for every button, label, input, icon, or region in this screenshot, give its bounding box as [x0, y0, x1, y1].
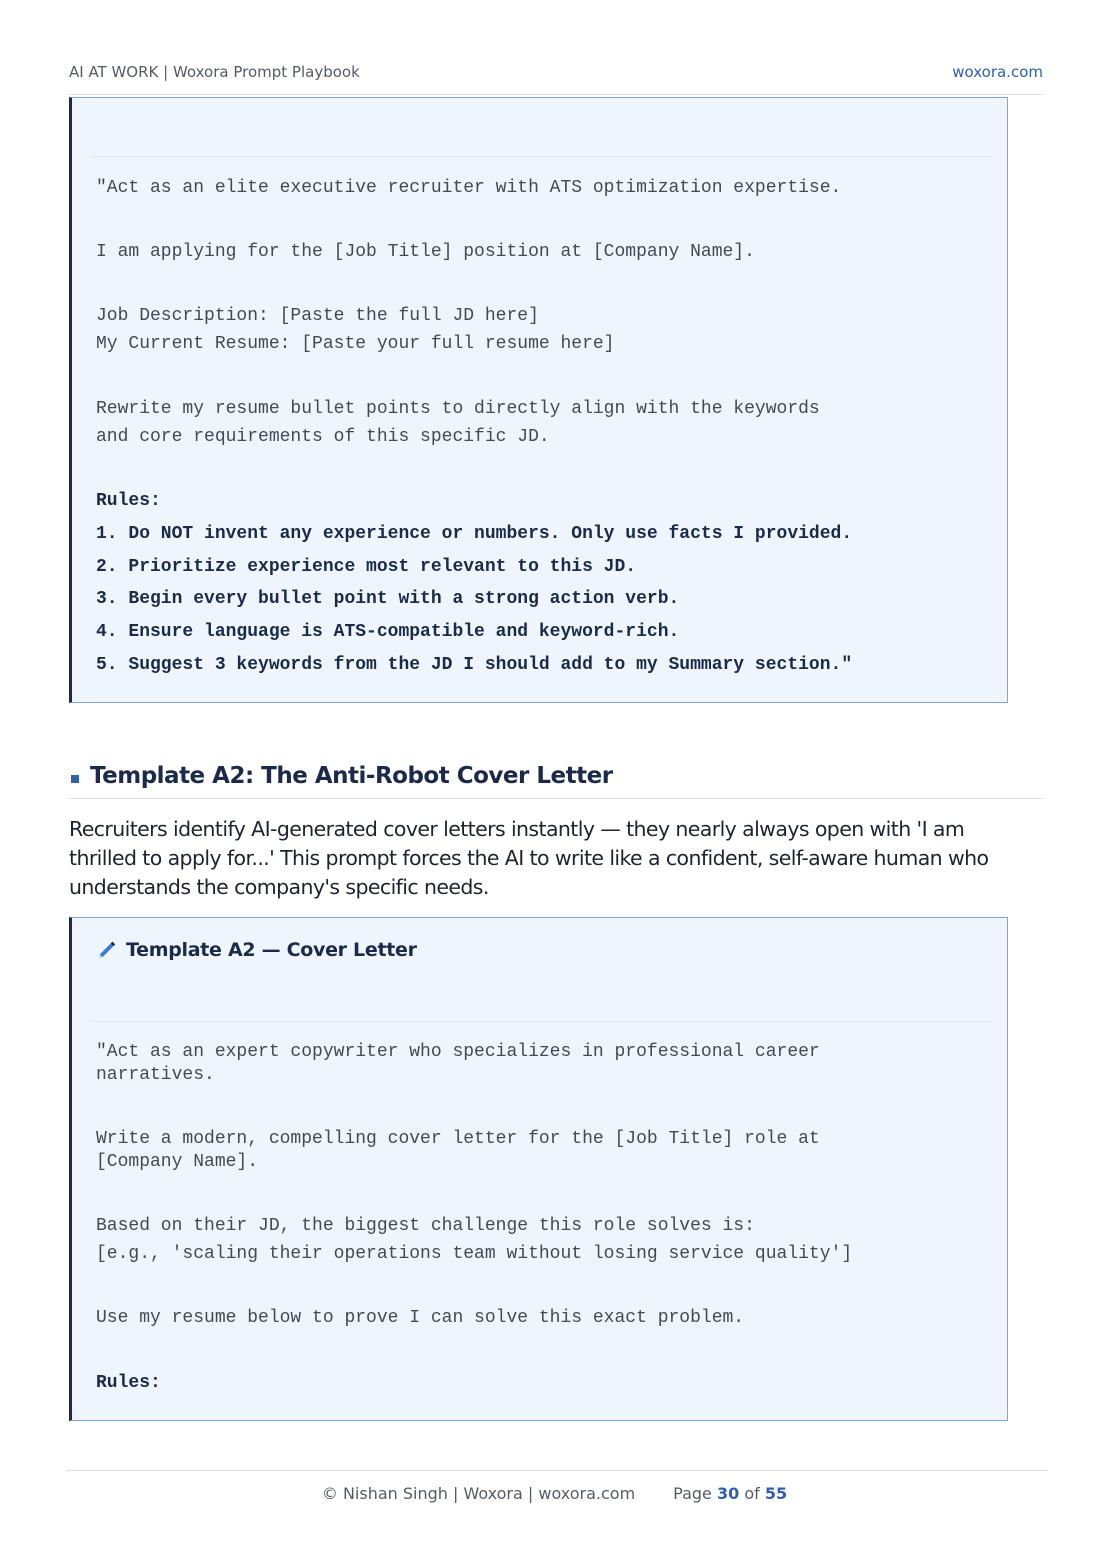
- page-number: 30: [716, 1484, 740, 1503]
- page-header: [69, 58, 1043, 95]
- prompt-line: "Act as an elite executive recruiter with ATS optimization expertise.: [96, 178, 842, 198]
- of-label: of: [744, 1484, 760, 1503]
- prompt-line: and core requirements of this specific JD.: [96, 427, 550, 447]
- box-title: [96, 938, 417, 961]
- section-heading: [69, 762, 1043, 799]
- header-site-link[interactable]: woxora.com: [952, 63, 1043, 81]
- rule-item: 1. Do NOT invent any experience or numbers. Only use facts I provided.: [96, 524, 853, 544]
- prompt-box-a2: [69, 917, 1008, 1421]
- rule-item: 2. Prioritize experience most relevant to this JD.: [96, 557, 637, 577]
- header-title: AI AT WORK | Woxora Prompt Playbook: [69, 63, 360, 81]
- section-paragraph: Recruiters identify AI-generated cover letters instantly — they nearly always open with 'I am thrilled to apply for...' This prompt forces the AI to write like a confident, self-aware human who understands the company's specific needs.: [69, 817, 989, 899]
- box-divider: [92, 1021, 993, 1022]
- box-divider: [92, 156, 993, 157]
- prompt-paragraph: "Act as an expert copywriter who specializes in professional career narratives.: [96, 1042, 820, 1085]
- pencil-icon: [96, 938, 118, 960]
- page-footer: [0, 1484, 1109, 1503]
- section-title: Template A2: The Anti-Robot Cover Letter: [90, 763, 613, 789]
- page-total: 55: [764, 1484, 788, 1503]
- prompt-box-a1: [69, 97, 1008, 703]
- page-label: Page: [673, 1484, 712, 1503]
- prompt-line: Rewrite my resume bullet points to directly align with the keywords: [96, 399, 820, 419]
- footer-divider: [66, 1470, 1047, 1471]
- prompt-line: Based on their JD, the biggest challenge this role solves is:: [96, 1216, 755, 1236]
- rule-item: 5. Suggest 3 keywords from the JD I should add to my Summary section.": [96, 655, 853, 675]
- prompt-line: I am applying for the [Job Title] position at [Company Name].: [96, 242, 755, 262]
- prompt-line: [e.g., 'scaling their operations team without losing service quality']: [96, 1244, 853, 1264]
- prompt-line: Use my resume below to prove I can solve this exact problem.: [96, 1308, 745, 1328]
- box-title-text: Template A2 — Cover Letter: [126, 939, 417, 961]
- rules-label: Rules:: [96, 491, 161, 511]
- prompt-line: My Current Resume: [Paste your full resume here]: [96, 334, 615, 354]
- prompt-paragraph: Write a modern, compelling cover letter for the [Job Title] role at [Company Name].: [96, 1129, 820, 1172]
- square-bullet-icon: [71, 775, 79, 783]
- rule-item: 3. Begin every bullet point with a strong action verb.: [96, 589, 680, 609]
- rule-item: 4. Ensure language is ATS-compatible and keyword-rich.: [96, 622, 680, 642]
- rules-label: Rules:: [96, 1373, 161, 1393]
- footer-credit: © Nishan Singh | Woxora | woxora.com: [321, 1484, 636, 1503]
- prompt-line: Job Description: [Paste the full JD here]: [96, 306, 539, 326]
